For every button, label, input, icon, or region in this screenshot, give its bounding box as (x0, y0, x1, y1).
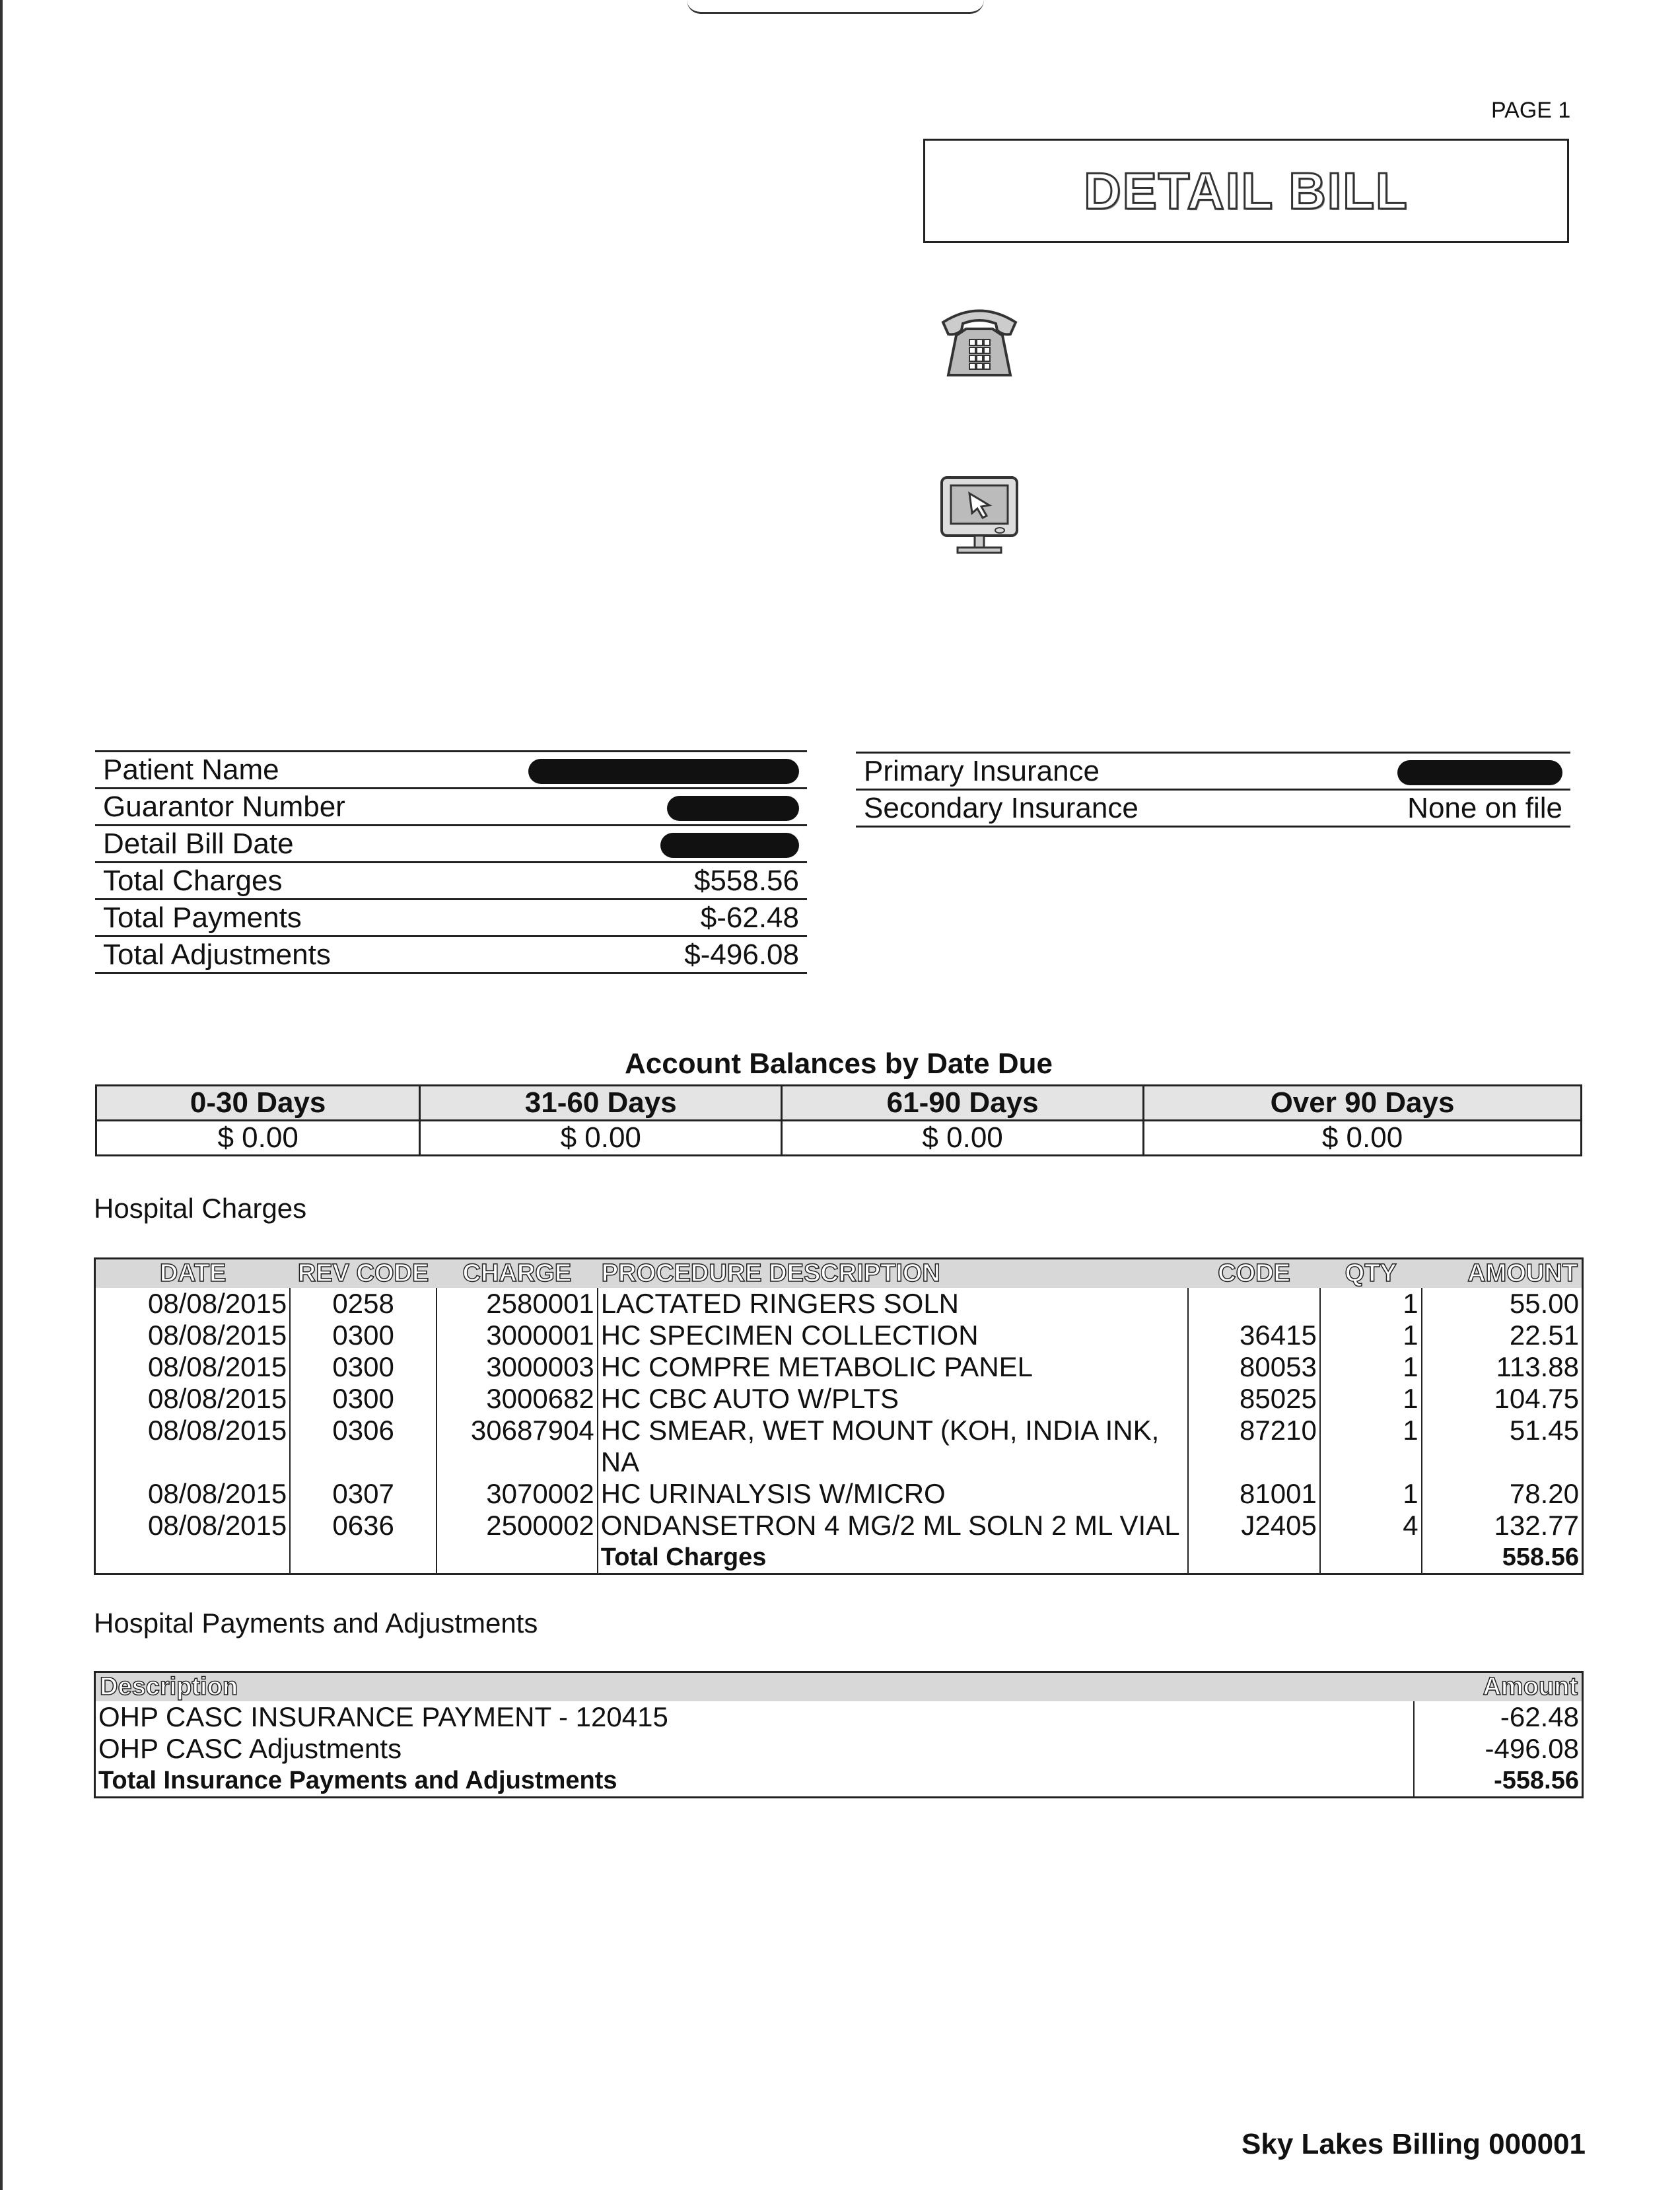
info-label: Patient Name (95, 752, 433, 789)
cell-qty: 1 (1320, 1351, 1422, 1383)
title-box (923, 139, 1569, 243)
detail-bill-date-row (95, 826, 807, 863)
empty-cell (290, 1541, 437, 1574)
empty-cell (437, 1541, 598, 1574)
cell-description: OHP CASC INSURANCE PAYMENT - 120415 (95, 1701, 1414, 1733)
cell-charge: 3000682 (437, 1383, 598, 1415)
cell-qty: 1 (1320, 1383, 1422, 1415)
cell-date: 08/08/2015 (95, 1510, 291, 1541)
cell-procedure: HC CBC AUTO W/PLTS (598, 1383, 1188, 1415)
redaction (1397, 760, 1562, 785)
patient-name-value (433, 752, 807, 789)
info-label: Detail Bill Date (95, 826, 433, 863)
cell-procedure: HC URINALYSIS W/MICRO (598, 1478, 1188, 1510)
cell-amount: 55.00 (1422, 1288, 1583, 1320)
cell-date: 08/08/2015 (95, 1478, 291, 1510)
cell-date: 08/08/2015 (95, 1415, 291, 1478)
guarantor-number-value (433, 789, 807, 826)
table-row (95, 1351, 1583, 1383)
cell-amount: 22.51 (1422, 1320, 1583, 1351)
payments-header-row (95, 1672, 1583, 1702)
cell-qty: 1 (1320, 1320, 1422, 1351)
redaction (660, 833, 799, 858)
balance-header: Over 90 Days (1144, 1086, 1582, 1121)
cell-procedure: HC SPECIMEN COLLECTION (598, 1320, 1188, 1351)
cell-charge: 30687904 (437, 1415, 598, 1478)
cell-date: 08/08/2015 (95, 1288, 291, 1320)
col-header-description: Description (95, 1672, 1414, 1702)
cell-code: 85025 (1188, 1383, 1320, 1415)
cell-date: 08/08/2015 (95, 1351, 291, 1383)
cell-date: 08/08/2015 (95, 1320, 291, 1351)
total-payments-value: $-62.48 (433, 900, 807, 936)
secondary-insurance-value: None on file (1296, 790, 1570, 827)
table-row (95, 1383, 1583, 1415)
info-label: Total Adjustments (95, 936, 433, 973)
col-header-qty: QTY (1320, 1259, 1422, 1289)
cell-rev-code: 0300 (290, 1320, 437, 1351)
payments-total-row (95, 1765, 1583, 1798)
cell-code: 87210 (1188, 1415, 1320, 1478)
cell-procedure: ONDANSETRON 4 MG/2 ML SOLN 2 ML VIAL (598, 1510, 1188, 1541)
cell-code: 81001 (1188, 1478, 1320, 1510)
insurance-info-table (856, 752, 1570, 828)
secondary-insurance-row (856, 790, 1570, 827)
cell-date: 08/08/2015 (95, 1383, 291, 1415)
table-row (95, 1510, 1583, 1541)
col-header-amount: AMOUNT (1422, 1259, 1583, 1289)
cell-rev-code: 0258 (290, 1288, 437, 1320)
balance-header: 0-30 Days (96, 1086, 420, 1121)
info-label: Secondary Insurance (856, 790, 1296, 827)
charges-total-row (95, 1541, 1583, 1574)
col-header-rev-code: REV CODE (290, 1259, 437, 1289)
total-payments-amount: -558.56 (1414, 1765, 1583, 1798)
detail-bill-date-value (433, 826, 807, 863)
table-row (95, 1701, 1583, 1733)
info-label: Total Charges (95, 863, 433, 900)
cell-amount: 104.75 (1422, 1383, 1583, 1415)
table-row (95, 1288, 1583, 1320)
patient-name-row (95, 752, 807, 789)
balances-header-row (96, 1086, 1582, 1121)
balance-header: 61-90 Days (782, 1086, 1144, 1121)
paper-notch (687, 0, 984, 14)
empty-cell (95, 1541, 291, 1574)
cell-qty: 1 (1320, 1288, 1422, 1320)
cell-charge: 3000003 (437, 1351, 598, 1383)
total-adjustments-row (95, 936, 807, 973)
computer-monitor-icon (936, 472, 1022, 558)
col-header-date: DATE (95, 1259, 291, 1289)
total-charges-value: $558.56 (433, 863, 807, 900)
primary-insurance-row (856, 753, 1570, 790)
charges-header-row (95, 1259, 1583, 1289)
cell-amount: -496.08 (1414, 1733, 1583, 1765)
cell-code: 80053 (1188, 1351, 1320, 1383)
table-row (95, 1733, 1583, 1765)
balances-title: Account Balances by Date Due (625, 1047, 1053, 1080)
patient-info-table (95, 750, 807, 974)
cell-rev-code: 0307 (290, 1478, 437, 1510)
footer-billing-id: Sky Lakes Billing 000001 (1242, 2128, 1586, 2160)
table-row (95, 1478, 1583, 1510)
cell-charge: 3000001 (437, 1320, 598, 1351)
cell-qty: 1 (1320, 1415, 1422, 1478)
scan-edge (0, 0, 3, 2190)
balances-table (95, 1084, 1582, 1156)
payments-adjustments-label: Hospital Payments and Adjustments (94, 1607, 538, 1639)
payments-adjustments-table (94, 1671, 1584, 1798)
info-label: Guarantor Number (95, 789, 433, 826)
cell-code: 36415 (1188, 1320, 1320, 1351)
cell-procedure: HC SMEAR, WET MOUNT (KOH, INDIA INK, NA (598, 1415, 1188, 1478)
cell-rev-code: 0300 (290, 1351, 437, 1383)
cell-charge: 2500002 (437, 1510, 598, 1541)
col-header-procedure: PROCEDURE DESCRIPTION (598, 1259, 1188, 1289)
total-charges-row (95, 863, 807, 900)
cell-amount: -62.48 (1414, 1701, 1583, 1733)
cell-amount: 51.45 (1422, 1415, 1583, 1478)
total-payments-row (95, 900, 807, 936)
total-charges-amount: 558.56 (1422, 1541, 1583, 1574)
redaction (528, 759, 799, 784)
empty-cell (1320, 1541, 1422, 1574)
redaction (667, 796, 799, 821)
cell-procedure: HC COMPRE METABOLIC PANEL (598, 1351, 1188, 1383)
balance-header: 31-60 Days (420, 1086, 782, 1121)
hospital-charges-table (94, 1257, 1584, 1575)
info-label: Primary Insurance (856, 753, 1296, 790)
cell-code: J2405 (1188, 1510, 1320, 1541)
cell-amount: 78.20 (1422, 1478, 1583, 1510)
guarantor-number-row (95, 789, 807, 826)
cell-qty: 4 (1320, 1510, 1422, 1541)
cell-procedure: LACTATED RINGERS SOLN (598, 1288, 1188, 1320)
total-payments-label: Total Insurance Payments and Adjustments (95, 1765, 1414, 1798)
balance-value: $ 0.00 (782, 1121, 1144, 1156)
cell-description: OHP CASC Adjustments (95, 1733, 1414, 1765)
cell-rev-code: 0300 (290, 1383, 437, 1415)
cell-rev-code: 0306 (290, 1415, 437, 1478)
table-row (95, 1415, 1583, 1478)
total-charges-label: Total Charges (598, 1541, 1188, 1574)
cell-amount: 132.77 (1422, 1510, 1583, 1541)
col-header-code: CODE (1188, 1259, 1320, 1289)
balance-value: $ 0.00 (1144, 1121, 1582, 1156)
balance-value: $ 0.00 (420, 1121, 782, 1156)
page-title: DETAIL BILL (1084, 161, 1409, 220)
primary-insurance-value (1296, 753, 1570, 790)
cell-charge: 2580001 (437, 1288, 598, 1320)
col-header-charge: CHARGE (437, 1259, 598, 1289)
info-label: Total Payments (95, 900, 433, 936)
cell-charge: 3070002 (437, 1478, 598, 1510)
total-adjustments-value: $-496.08 (433, 936, 807, 973)
hospital-charges-label: Hospital Charges (94, 1193, 307, 1224)
cell-rev-code: 0636 (290, 1510, 437, 1541)
telephone-icon (936, 296, 1022, 382)
cell-amount: 113.88 (1422, 1351, 1583, 1383)
empty-cell (1188, 1541, 1320, 1574)
balance-value: $ 0.00 (96, 1121, 420, 1156)
balances-value-row (96, 1121, 1582, 1156)
cell-qty: 1 (1320, 1478, 1422, 1510)
page-number: PAGE 1 (1491, 98, 1571, 123)
col-header-amount: Amount (1414, 1672, 1583, 1702)
cell-code (1188, 1288, 1320, 1320)
table-row (95, 1320, 1583, 1351)
